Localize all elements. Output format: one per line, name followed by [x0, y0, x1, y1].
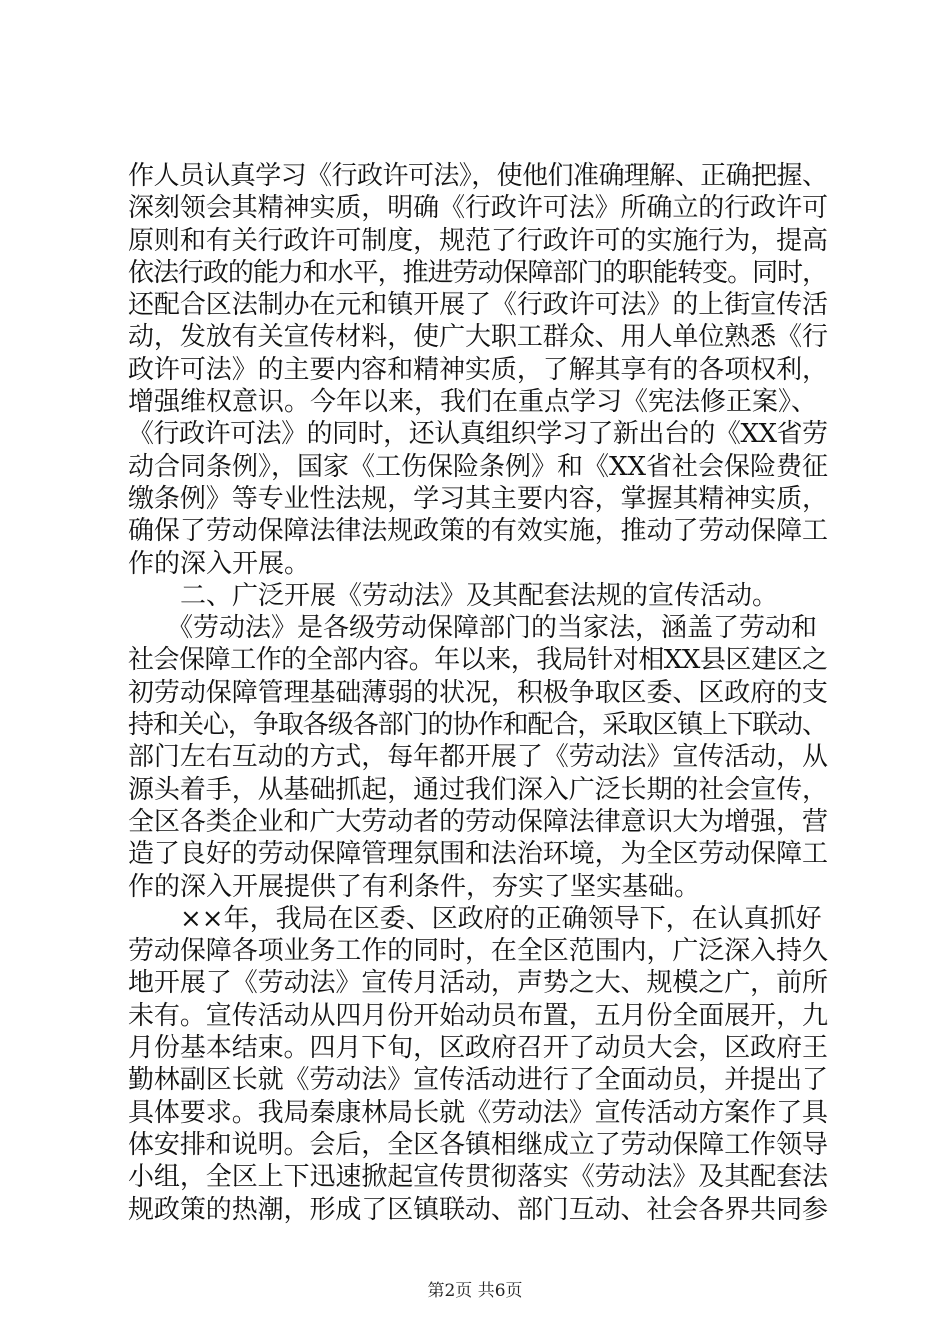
text-line: 动，发放有关宣传材料，使广大职工群众、用人单位熟悉《行 — [128, 322, 828, 353]
text-line: 确保了劳动保障法律法规政策的有效实施，推动了劳动保障工 — [128, 516, 828, 547]
text-line: 《劳动法》是各级劳动保障部门的当家法，涵盖了劳动和 — [128, 613, 818, 644]
text-line: 月份基本结束。四月下旬，区政府召开了动员大会，区政府王 — [128, 1033, 828, 1064]
text-line: 全区各类企业和广大劳动者的劳动保障法律意识大为增强，营 — [128, 806, 828, 837]
document-body — [128, 160, 828, 1226]
text-line: 部门左右互动的方式，每年都开展了《劳动法》宣传活动，从 — [128, 742, 828, 773]
text-line: 还配合区法制办在元和镇开展了《行政许可法》的上街宣传活 — [128, 290, 828, 321]
page-footer: 第2页 共6页 — [427, 1281, 523, 1301]
text-line: 动合同条例》，国家《工伤保险条例》和《XX省社会保险费征 — [128, 451, 829, 482]
text-line: 政许可法》的主要内容和精神实质，了解其享有的各项权利， — [128, 354, 828, 385]
text-line: 小组，全区上下迅速掀起宣传贯彻落实《劳动法》及其配套法 — [128, 1162, 828, 1193]
text-line: 具体要求。我局秦康林局长就《劳动法》宣传活动方案作了具 — [128, 1097, 828, 1128]
text-line: 原则和有关行政许可制度，规范了行政许可的实施行为，提高 — [128, 225, 828, 256]
text-line: 初劳动保障管理基础薄弱的状况，积极争取区委、区政府的支 — [128, 677, 828, 708]
text-line: 体安排和说明。会后，全区各镇相继成立了劳动保障工作领导 — [128, 1129, 828, 1160]
text-line: 地开展了《劳动法》宣传月活动，声势之大、规模之广，前所 — [128, 968, 828, 999]
text-line: 未有。宣传活动从四月份开始动员布置，五月份全面展开，九 — [128, 1000, 828, 1031]
text-line: 缴条例》等专业性法规，学习其主要内容，掌握其精神实质， — [128, 483, 828, 514]
text-line: 作的深入开展。 — [128, 548, 311, 579]
text-line: 勤林副区长就《劳动法》宣传活动进行了全面动员，并提出了 — [128, 1065, 828, 1096]
text-line: 作人员认真学习《行政许可法》，使他们准确理解、正确把握、 — [128, 161, 828, 191]
text-line: 劳动保障各项业务工作的同时，在全区范围内，广泛深入持久 — [128, 936, 828, 967]
text-line: 增强维权意识。今年以来，我们在重点学习《宪法修正案》、 — [128, 387, 818, 418]
text-line: 深刻领会其精神实质，明确《行政许可法》所确立的行政许可 — [128, 193, 828, 224]
text-line: 持和关心，争取各级各部门的协作和配合，采取区镇上下联动、 — [128, 710, 827, 741]
text-line: 造了良好的劳动保障管理氛围和法治环境，为全区劳动保障工 — [128, 839, 828, 870]
text-line: ××年，我局在区委、区政府的正确领导下，在认真抓好 — [128, 903, 822, 934]
text-line: 二、广泛开展《劳动法》及其配套法规的宣传活动。 — [128, 580, 779, 611]
text-line: 源头着手，从基础抓起，通过我们深入广泛长期的社会宣传， — [128, 774, 828, 805]
text-line: 依法行政的能力和水平，推进劳动保障部门的职能转变。同时， — [128, 257, 827, 288]
text-line: 作的深入开展提供了有利条件，夯实了坚实基础。 — [128, 871, 701, 902]
text-line: 社会保障工作的全部内容。年以来，我局针对相XX县区建区之 — [128, 645, 828, 676]
text-line: 《行政许可法》的同时，还认真组织学习了新出台的《XX省劳 — [128, 419, 828, 450]
text-line: 规政策的热潮，形成了区镇联动、部门互动、社会各界共同参 — [128, 1194, 828, 1225]
